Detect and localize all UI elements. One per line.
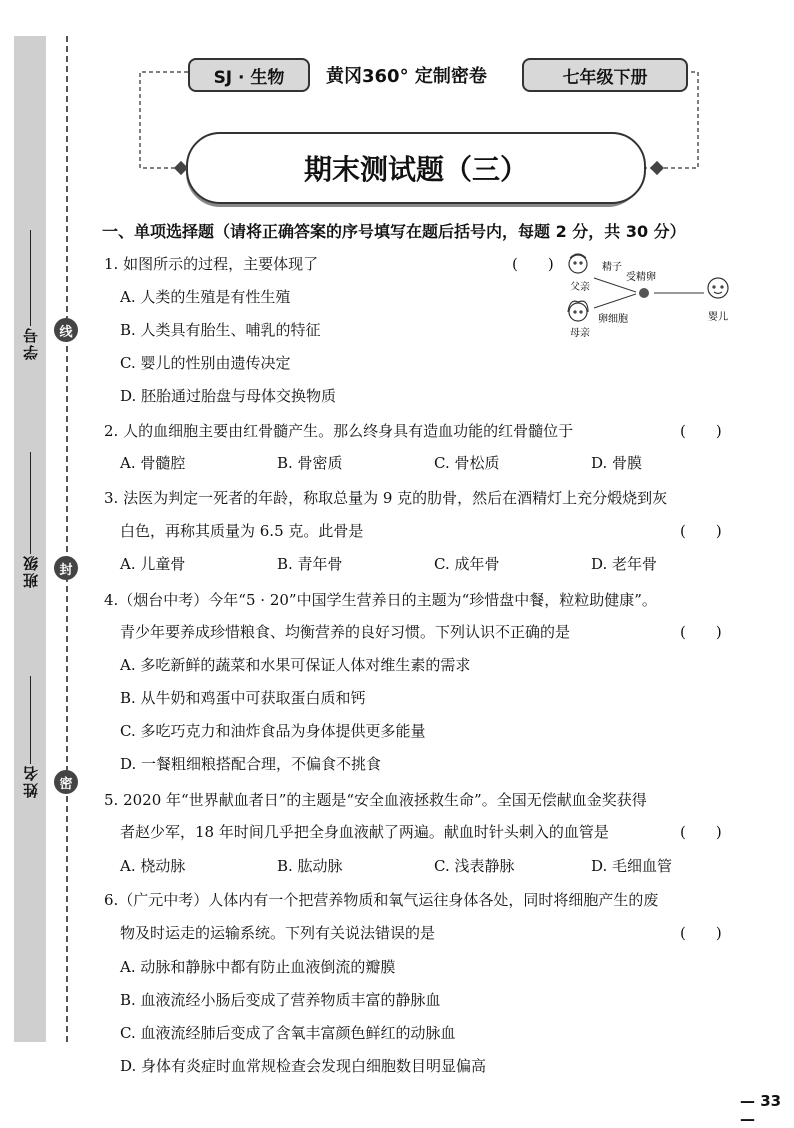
q6-option-d: D. 身体有炎症时血常规检查会发现白细胞数目明显偏高 [120,1057,487,1075]
student-id-field [14,230,46,360]
q3-stem-line2: 白色，再称其质量为 6.5 克。此骨是 [120,522,364,540]
q5-option-a: A. 桡动脉 [120,857,186,875]
mother-label: 母亲 [570,328,590,339]
q3-stem-line1: 3. 法医为判定一死者的年龄，称取总量为 9 克的肋骨，然后在酒精灯上充分煅烧到灰 [104,489,668,507]
zygote-label: 受精卵 [626,272,656,283]
q2-option-d: D. 骨膜 [591,454,643,472]
name-label: 姓名 [21,764,40,798]
q2-answer-paren: ( ) [680,422,722,440]
seal-seal-char: 封 [54,556,78,580]
name-field [14,676,46,798]
q1-option-b: B. 人类具有胎生、哺乳的特征 [120,321,321,339]
father-icon [569,254,587,273]
q4-option-b: B. 从牛奶和鸡蛋中可获取蛋白质和钙 [120,689,366,707]
q5-option-b: B. 肱动脉 [277,857,343,875]
q3-option-c: C. 成年骨 [434,555,500,573]
seal-line-char: 线 [54,318,78,342]
q5-stem-line2: 者赵少军，18 年时间几乎把全身血液献了两遍。献血时针头刺入的血管是 [120,823,609,841]
student-id-label: 学号 [21,326,40,360]
q1-option-c: C. 婴儿的性别由遗传决定 [120,354,291,372]
q3-option-d: D. 老年骨 [591,555,658,573]
baby-icon [708,278,728,298]
egg-label: 卵细胞 [598,314,628,325]
baby-label: 婴儿 [708,312,728,323]
q3-option-a: A. 儿童骨 [120,555,186,573]
class-label: 班级 [21,554,40,588]
class-blank [30,452,31,554]
q1-option-d: D. 胚胎通过胎盘与母体交换物质 [120,387,337,405]
mother-icon [568,301,588,321]
q4-option-d: D. 一餐粗细粮搭配合理，不偏食不挑食 [120,755,382,773]
q5-option-c: C. 浅表静脉 [434,857,515,875]
q1-answer-paren: ( ) [512,255,554,273]
q5-answer-paren: ( ) [680,823,722,841]
q1-option-a: A. 人类的生殖是有性生殖 [120,288,291,306]
q6-option-c: C. 血液流经肺后变成了含氧丰富颜色鲜红的动脉血 [120,1024,456,1042]
q4-option-a: A. 多吃新鲜的蔬菜和水果可保证人体对维生素的需求 [120,656,471,674]
q6-option-a: A. 动脉和静脉中都有防止血液倒流的瓣膜 [120,958,396,976]
series-title: 黄冈360° 定制密卷 [326,66,487,87]
q2-option-c: C. 骨松质 [434,454,500,472]
zygote-icon [639,288,649,298]
q6-option-b: B. 血液流经小肠后变成了营养物质丰富的静脉血 [120,991,441,1009]
name-blank [30,676,31,764]
q6-stem-line1: 6.（广元中考）人体内有一个把营养物质和氧气运往身体各处，同时将细胞产生的废 [104,891,659,909]
q4-answer-paren: ( ) [680,623,722,641]
q5-stem-line1: 5. 2020 年“世界献血者日”的主题是“安全血液拯救生命”。全国无偿献血金奖获得 [104,791,647,809]
q2-option-a: A. 骨髓腔 [120,454,186,472]
q3-option-b: B. 青年骨 [277,555,343,573]
q2-option-b: B. 骨密质 [277,454,343,472]
q4-stem-line1: 4.（烟台中考）今年“5 · 20”中国学生营养日的主题为“珍惜盘中餐，粒粒助健康”。 [104,591,657,609]
q2-stem: 2. 人的血细胞主要由红骨髓产生。那么终身具有造血功能的红骨髓位于 [104,422,574,440]
q4-stem-line2: 青少年要养成珍惜粮食、均衡营养的良好习惯。下列认识不正确的是 [120,623,571,641]
page-number: — 33 — [740,1092,782,1128]
q5-option-d: D. 毛细血管 [591,857,673,875]
q3-answer-paren: ( ) [680,522,722,540]
q6-answer-paren: ( ) [680,924,722,942]
fertilization-figure [558,250,758,340]
q1-stem: 1. 如图所示的过程，主要体现了 [104,255,319,273]
grade-badge: 七年级下册 [522,58,688,92]
father-label: 父亲 [570,282,590,293]
sperm-label: 精子 [602,262,622,273]
section-heading: 一、单项选择题（请将正确答案的序号填写在题后括号内，每题 2 分，共 30 分） [102,222,686,241]
seal-secret-char: 密 [54,770,78,794]
subject-badge: SJ · 生物 [188,58,310,92]
page-title: 期末测试题（三） [186,132,646,204]
class-field [14,452,46,588]
q6-stem-line2: 物及时运走的运输系统。下列有关说法错误的是 [120,924,436,942]
student-id-blank [30,230,31,326]
q4-option-c: C. 多吃巧克力和油炸食品为身体提供更多能量 [120,722,426,740]
